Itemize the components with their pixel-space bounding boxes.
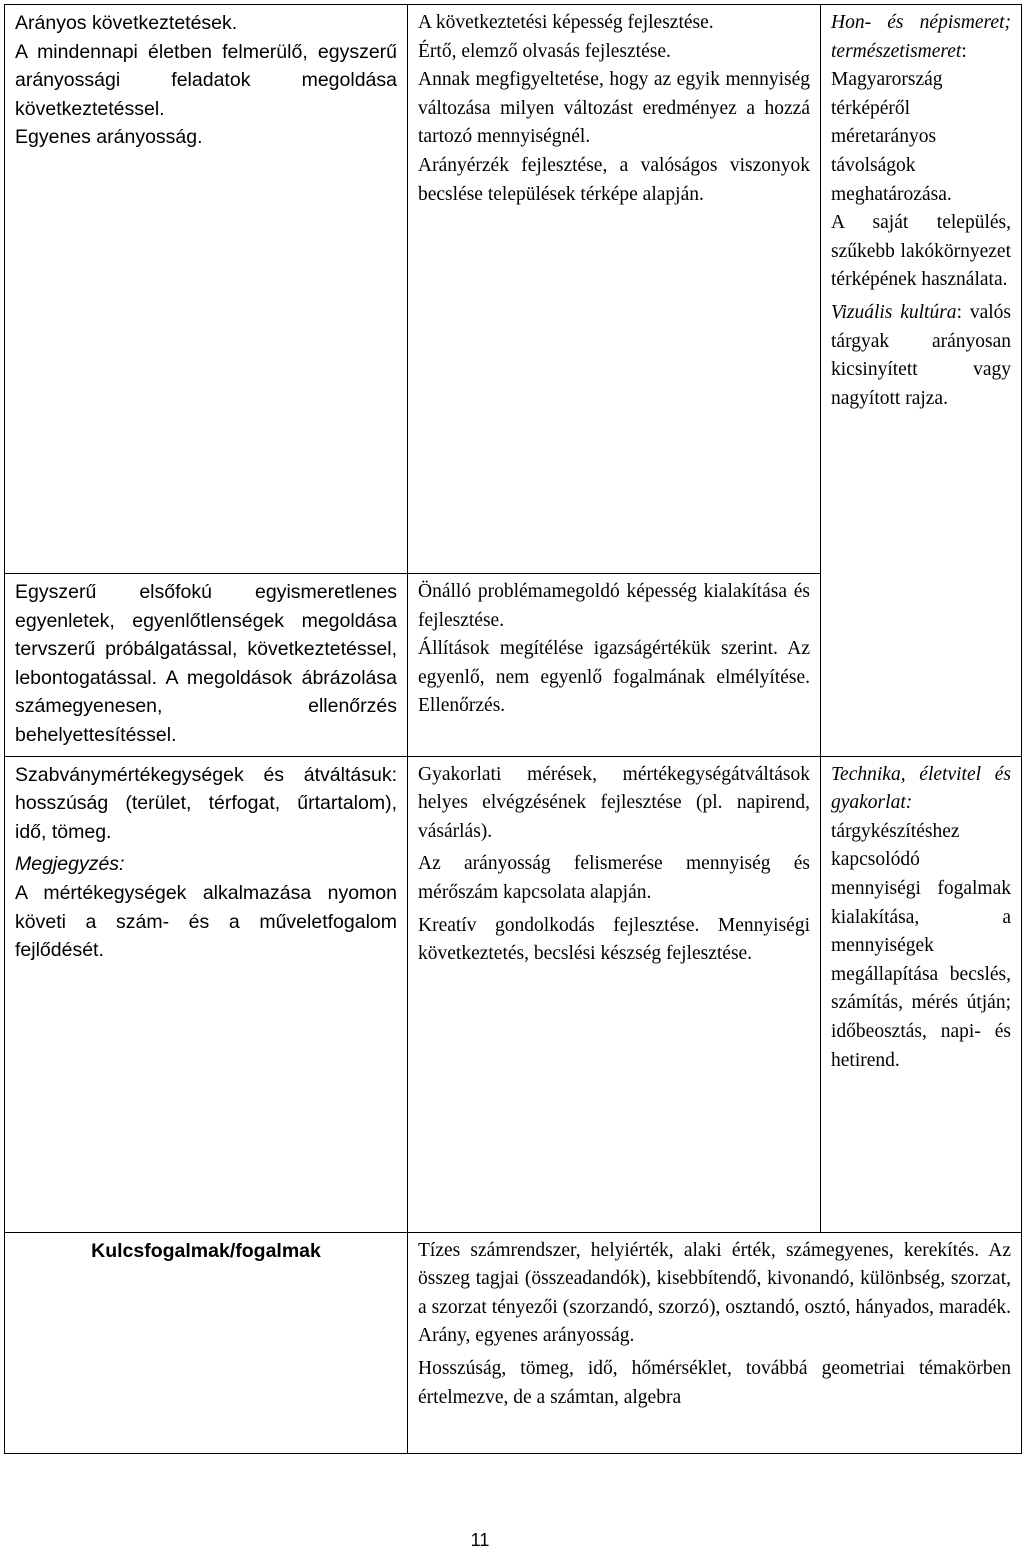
paragraph: Tízes számrendszer, helyiérték, alaki érték, számegyenes, kerekítés. Az összeg tagjai (összeadandók), kisebbítendő, kivonandó, különbség, szorzat, a szorzat tényezői (szorzandó, szorzó), osztandó, osztó, hányados, maradék. Arány, egyenes arányosság.	[418, 1239, 1011, 1347]
development-cell	[408, 756, 821, 1232]
paragraph: Hosszúság, tömeg, idő, hőmérséklet, továbbá geometriai témakörben értelmezve, de a számtan, algebra	[418, 1357, 1011, 1408]
paragraph: Egyenes arányosság.	[15, 126, 203, 149]
table-row	[5, 756, 1022, 1232]
subject-text: valós tárgyak arányosan kicsinyített vagy nagyított rajza.	[831, 301, 1011, 409]
paragraph	[831, 761, 1011, 1076]
key-concepts-heading: Kulcsfogalmak/fogalmak	[91, 1239, 321, 1262]
paragraph: Állítások megítélése igazságértékük szerint. Az egyenlő, nem egyenlő fogalmának elmélyítése. Ellenőrzés.	[418, 638, 810, 717]
paragraph: Kreatív gondolkodás fejlesztése. Mennyiségi következtetés, becslési készség fejlesztése.	[418, 914, 810, 965]
paragraph: Értő, elemző olvasás fejlesztése.	[418, 40, 671, 62]
subject-label: Technika, életvitel és gyakorlat:	[831, 763, 1011, 814]
page-number: 11	[470, 1530, 490, 1550]
content-cell	[5, 5, 408, 574]
paragraph: Az arányosság felismerése mennyiség és mérőszám kapcsolata alapján.	[418, 853, 810, 903]
paragraph: Egyszerű elsőfokú egyismeretlenes egyenletek, egyenlőtlenségek megoldása tervszerű próbálgatással, következtetéssel, lebontogatással. A megoldások ábrázolása számegyenesen, ellenőrzés behelyettesítéssel.	[15, 581, 397, 746]
table-row	[5, 5, 1022, 574]
paragraph: Gyakorlati mérések, mértékegységátváltások helyes elvégzésének fejlesztése (pl. napirend, vásárlás).	[418, 763, 810, 842]
connections-cell	[821, 5, 1022, 757]
development-cell	[408, 574, 821, 757]
table-row	[5, 1232, 1022, 1453]
subject-text: tárgykészítéshez kapcsolódó mennyiségi fogalmak kialakítása, a mennyiségek megállapítása becslés, számítás, mérés útján; időbeosztás, napi- és hetirend.	[831, 820, 1011, 1071]
paragraph: A mindennapi életben felmerülő, egyszerű arányossági feladatok megoldása következtetéssel.	[15, 40, 397, 120]
key-concepts-cell	[408, 1232, 1022, 1453]
paragraph: Önálló problémamegoldó képesség kialakítása és fejlesztése.	[418, 581, 810, 631]
subject-label: Vizuális kultúra	[831, 301, 957, 323]
key-concepts-heading-cell	[5, 1232, 408, 1453]
subject-label: Hon- és népismeret; természetismeret	[831, 12, 1011, 62]
paragraph: A következtetési képesség fejlesztése.	[418, 12, 714, 33]
note-label: Megjegyzés:	[15, 853, 125, 876]
paragraph: Arányérzék fejlesztése, a valóságos viszonyok becslése települések térképe alapján.	[418, 154, 810, 205]
note-text: A mértékegységek alkalmazása nyomon követi a szám- és a műveletfogalom fejlődését.	[15, 881, 397, 962]
paragraph: Hon- és népismeret; természetismeret: Magyarország térképéről méretarányos távolságok meghatározása.	[831, 12, 1011, 205]
content-cell	[5, 756, 408, 1232]
paragraph: Arányos következtetések.	[15, 12, 238, 34]
connections-cell	[821, 756, 1022, 1232]
paragraph: Szabványmértékegységek és átváltásuk: hosszúság (terület, térfogat, űrtartalom), idő, tömeg.	[15, 763, 397, 843]
content-cell	[5, 574, 408, 757]
paragraph: A saját település, szűkebb lakókörnyezet térképének használata.	[831, 212, 1011, 291]
subject-text: Magyarország térképéről méretarányos távolságok meghatározása.	[831, 69, 952, 205]
paragraph: Annak megfigyeltetése, hogy az egyik mennyiség változása milyen változást eredményez a hozzá tartozó mennyiségnél.	[418, 69, 810, 148]
paragraph: Vizuális kultúra: valós tárgyak arányosan kicsinyített vagy nagyított rajza.	[831, 301, 1011, 409]
development-cell	[408, 5, 821, 574]
curriculum-table	[4, 4, 1022, 1454]
